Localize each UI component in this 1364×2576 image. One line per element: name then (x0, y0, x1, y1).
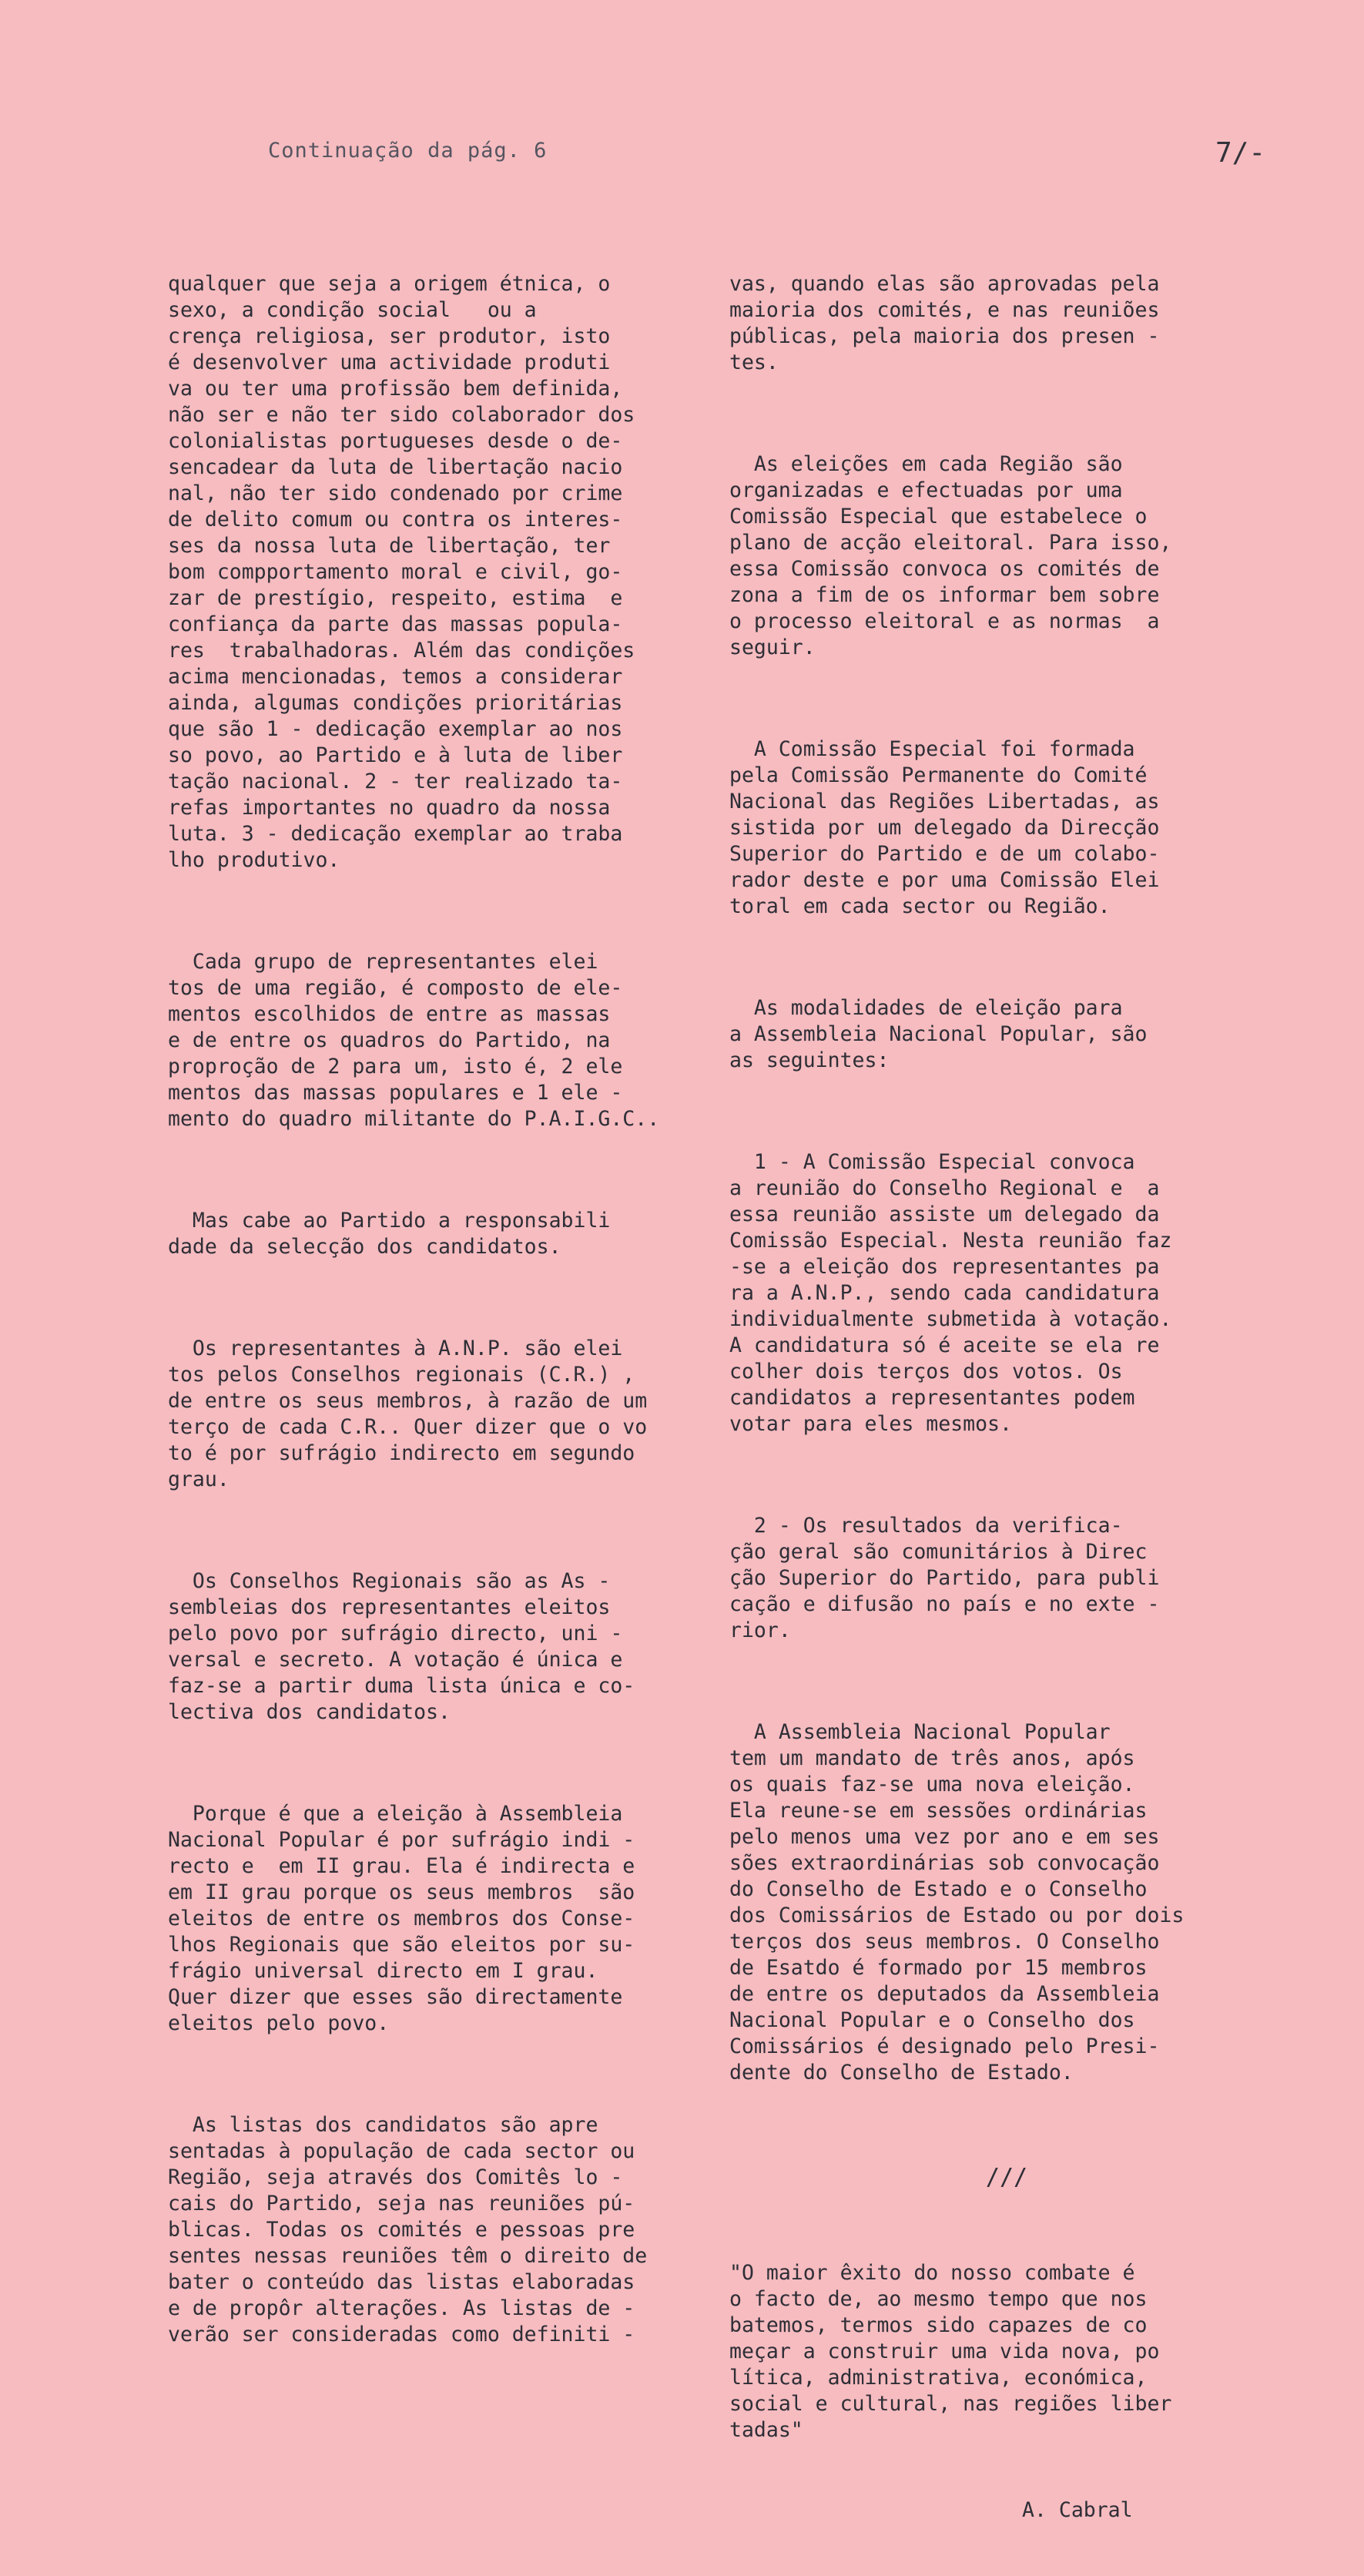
paragraph-representative-groups: Cada grupo de representantes elei tos de uma região, é composto de ele- mentos escolhidos de entre as massas e de entre os quadros do Partido, na proproção de 2 para um, isto é, 2 ele mentos das massas populares e 1 ele - mento do quadro militante do P.A.I.G.C.. (168, 950, 660, 1131)
page-number: 7/- (1215, 137, 1266, 169)
section-separator: /// (985, 2164, 1028, 2191)
continuation-note: Continuação da pág. 6 (268, 139, 548, 163)
paragraph-election-modalities: As modalidades de eleição para a Assembleia Nacional Popular, são as seguintes: (729, 996, 1148, 1072)
paragraph-assembly-mandate: A Assembleia Nacional Popular tem um mandato de três anos, após os quais faz-se uma nova eleição. Ela reune-se em sessões ordinárias pelo menos uma vez por ano e em ses sões extraordinárias sob convocação do Conselho de Estado e o Conselho dos Comissários de Estado ou por dois terços dos seus membros. O Conselho de Esatdo é formado por 15 membros de entre os deputados da Assembleia Nacional Popular e o Conselho dos Comissários é designado pelo Presi- dente do Conselho de Estado. (729, 1720, 1185, 2085)
right-column (729, 219, 1284, 2576)
paragraph-anp-election: Os representantes à A.N.P. são elei tos pelos Conselhos regionais (C.R.) , de entre os seus membros, à razão de um terço de cada C.R.. Quer dizer que o vo to é por sufrágio indirecto em segundo grau. (168, 1337, 648, 1491)
paragraph-candidate-lists: As listas dos candidatos são apre sentadas à população de cada sector ou Região, seja através dos Comitês lo - cais do Partido, seja nas reuniões pú- blicas. Todas os comités e pessoas pre sentes nessas reuniões têm o direito de bater o conteúdo das listas elaboradas e de propôr alterações. As listas de - verão ser consideradas como definiti - (168, 2113, 648, 2346)
left-column (168, 219, 722, 2423)
paragraph-special-commission: As eleições em cada Região são organizadas e efectuadas por uma Comissão Especial que estabelece o plano de acção eleitoral. Para isso, essa Comissão convoca os comités de zona a fim de os informar bem sobre o processo eleitoral e as normas a seguir. (729, 452, 1172, 659)
paragraph-indirect-suffrage: Porque é que a eleição à Assembleia Nacional Popular é por sufrágio indi - recto e em II grau. Ela é indirecta e em II grau porque os seus membros são eleitos de entre os membros dos Conse- lhos Regionais que são eleitos por su- frágio universal directo em I grau. Quer dizer que esses são directamente eleitos pelo povo. (168, 1802, 635, 2035)
paragraph-modality-2: 2 - Os resultados da verifica- ção geral são comunitários à Direc ção Superior do Partido, para publi cação e difusão no país e no exte - rior. (729, 1514, 1160, 1642)
cabral-quote: "O maior êxito do nosso combate é o facto de, ao mesmo tempo que nos batemos, termos sido capazes de co meçar a construir uma vida nova, po lítica, administrativa, económica, social e cultural, nas regiões liber tadas" (729, 2261, 1172, 2442)
paragraph-regional-councils: Os Conselhos Regionais são as As - sembleias dos representantes eleitos pelo povo por sufrágio directo, uni - versal e secreto. A votação é única e faz-se a partir duma lista única e co- lectiva dos candidatos. (168, 1569, 635, 1724)
paragraph-modality-1: 1 - A Comissão Especial convoca a reunião do Conselho Regional e a essa reunião assiste um delegado da Comissão Especial. Nesta reunião faz -se a eleição dos representantes pa ra a A.N.P., sendo cada candidatura individualmente submetida à votação. A candidatura só é aceite se ela re colher dois terços dos votos. Os candidatos a representantes podem votar para eles mesmos. (729, 1150, 1172, 1436)
quote-signature: A. Cabral (1022, 2498, 1133, 2522)
paragraph-party-responsibility: Mas cabe ao Partido a responsabili dade da selecção dos candidatos. (168, 1209, 611, 1259)
paragraph-commission-formation: A Comissão Especial foi formada pela Comissão Permanente do Comité Nacional das Regiões Libertadas, as sistida por um delegado da Direcção Superior do Partido e de um colabo- rador deste e por uma Comissão Elei toral em cada sector ou Região. (729, 737, 1160, 918)
paragraph-lists-continued: vas, quando elas são aprovadas pela maioria dos comités, e nas reuniões públicas, pela maioria dos presen - tes. (729, 272, 1160, 374)
paragraph-eligibility-conditions: qualquer que seja a origem étnica, o sexo, a condição social ou a crença religiosa, ser produtor, isto é desenvolver uma actividade produti va ou ter uma profissão bem definida, não ser e não ter sido colaborador dos colonialistas portugueses desde o de- sencadear da luta de libertação nacio nal, não ter sido condenado por crime de delito comum ou contra os interes- ses da nossa luta de libertação, ter bom compportamento moral e civil, go- zar de prestígio, respeito, estima e confiança da parte das massas popula- res trabalhadoras. Além das condições acima mencionadas, temos a considerar ainda, algumas condições prioritárias que são 1 - dedicação exemplar ao nos so povo, ao Partido e à luta de liber tação nacional. 2 - ter realizado ta- refas importantes no quadro da nossa luta. 3 - dedicação exemplar ao traba lho produtivo. (168, 272, 635, 872)
